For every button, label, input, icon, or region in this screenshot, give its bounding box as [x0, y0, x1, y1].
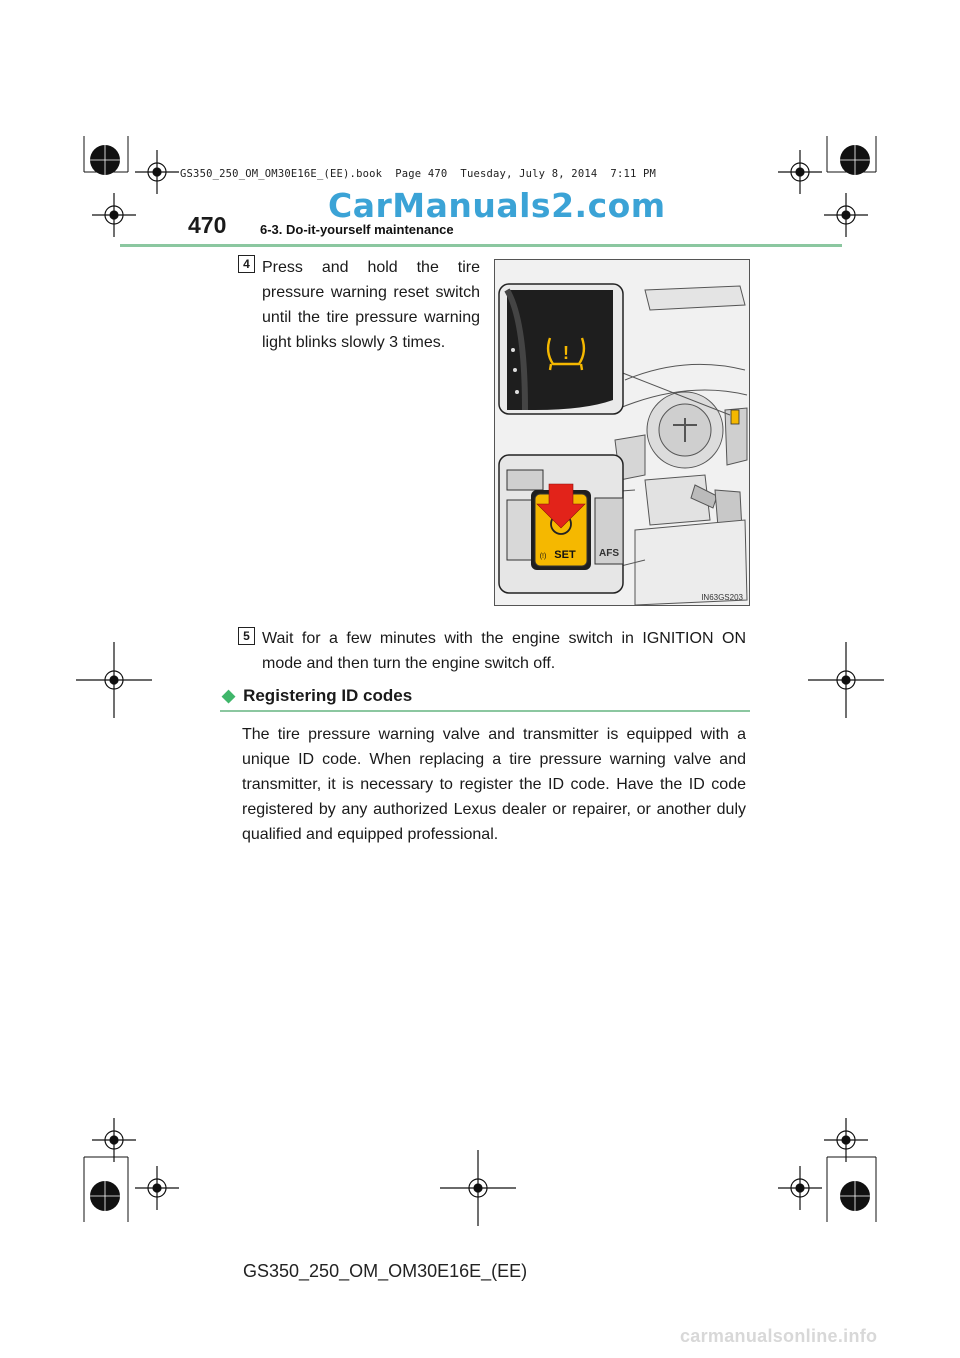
watermark-top[interactable]: CarManuals2.com: [328, 186, 666, 225]
section-title: 6-3. Do-it-yourself maintenance: [260, 222, 454, 237]
subsection-heading: [222, 686, 412, 706]
mini-tire-symbol: (!): [539, 553, 547, 560]
dashboard-drawing: [495, 260, 750, 606]
set-button-label: SET: [554, 549, 576, 561]
step-4-text: Press and hold the tire pressure warning reset switch until the tire pressure warning light blinks slowly 3 times.: [262, 259, 480, 351]
watermark-bottom[interactable]: carmanualsonline.info: [680, 1326, 878, 1346]
step-5-text: Wait for a few minutes with the engine switch in IGNITION ON mode and then turn the engine switch off.: [262, 630, 746, 672]
afs-button-label: AFS: [599, 548, 619, 559]
step-number-5: 5: [238, 627, 255, 645]
print-metadata: GS350_250_OM_OM30E16E_(EE).book Page 470 Tuesday, July 8, 2014 7:11 PM: [180, 168, 657, 180]
footer-code: GS350_250_OM_OM30E16E_(EE): [243, 1261, 528, 1281]
svg-text:!: !: [563, 343, 569, 363]
header-rule: [120, 244, 842, 247]
subsection-title: Registering ID codes: [243, 686, 413, 705]
subsection-paragraph: The tire pressure warning valve and transmitter is equipped with a unique ID code. When replacing a tire pressure warning valve and transmitter, it is necessary to register the ID code. Have the ID code registered by any authorized Lexus dealer or repairer, or another duly qualified and equipped professional.: [242, 726, 746, 843]
subsection-rule: [220, 710, 750, 712]
step-number-4: 4: [238, 255, 255, 273]
diamond-bullet-icon: ◆: [222, 686, 236, 705]
illustration-code: IN63GS203: [701, 593, 743, 602]
page-number: 470: [188, 212, 227, 238]
dashboard-illustration: [494, 259, 750, 606]
